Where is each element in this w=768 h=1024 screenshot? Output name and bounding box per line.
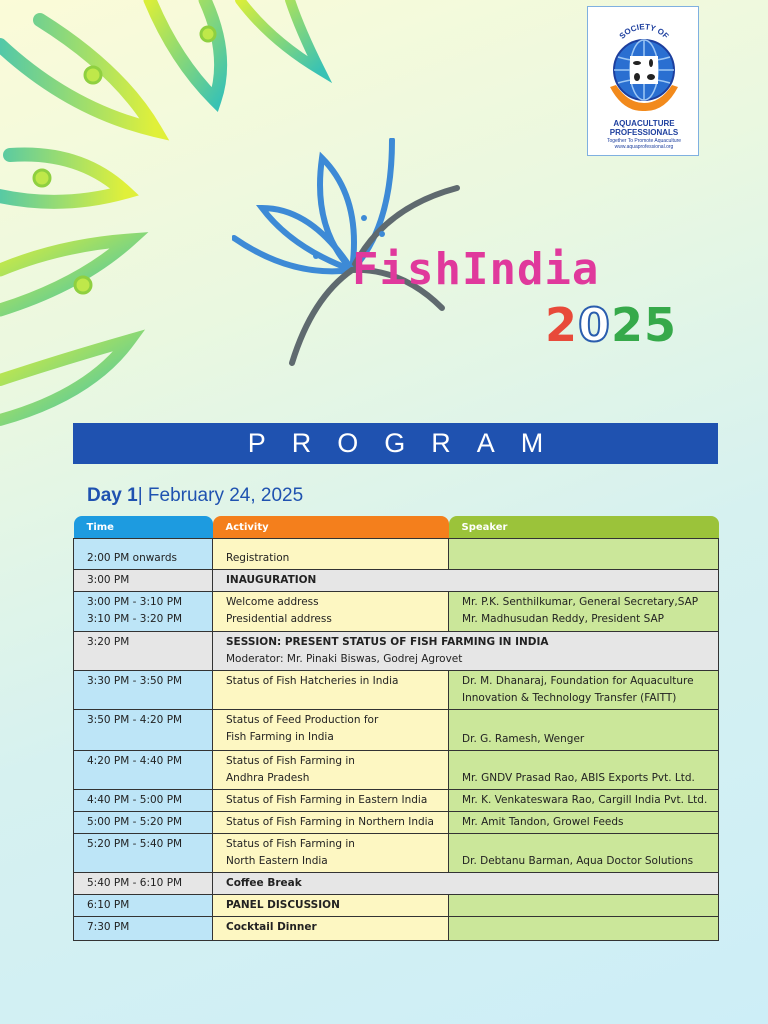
time-cell: [74, 710, 213, 751]
speaker-cell: [449, 895, 719, 917]
speaker-cell: [449, 812, 719, 834]
logo-line1: AQUACULTURE: [613, 119, 675, 128]
globe-hands-emblem: [588, 7, 700, 119]
time-cell: [74, 834, 213, 873]
year-part-1: 2: [545, 298, 579, 352]
activity-cell: [213, 710, 449, 751]
speaker-text: Mr. K. Venkateswara Rao, Cargill India Pvt. Ltd.: [462, 794, 708, 806]
logo-line2: PROFESSIONALS: [609, 128, 679, 137]
time-cell: [74, 812, 213, 834]
activity-text: Status of Fish Farming in Eastern India: [226, 794, 428, 806]
activity-cell: [213, 834, 449, 873]
activity-cell: [213, 790, 449, 812]
activity-text: Status of Fish Farming in: [226, 755, 355, 767]
activity-text: Status of Fish Hatcheries in India: [226, 675, 399, 687]
header-activity: Activity: [213, 516, 449, 539]
speaker-cell: [449, 671, 719, 710]
activity-cell: [213, 632, 719, 671]
activity-text: North Eastern India: [226, 855, 328, 867]
speaker-text: Dr. G. Ramesh, Wenger: [462, 733, 585, 745]
time-cell: [74, 570, 213, 592]
speaker-cell: [449, 834, 719, 873]
year-part-3: 25: [611, 298, 678, 352]
activity-text: Registration: [226, 552, 290, 564]
activity-cell: [213, 873, 719, 895]
time-text: 5:00 PM - 5:20 PM: [87, 816, 183, 828]
table-row: [74, 917, 719, 941]
time-text: 6:10 PM: [87, 899, 130, 911]
time-text: 3:20 PM: [87, 636, 130, 648]
program-banner: PROGRAM: [73, 423, 718, 464]
table-row: [74, 812, 719, 834]
activity-text: Status of Feed Production for: [226, 714, 379, 726]
time-text: 4:40 PM - 5:00 PM: [87, 794, 183, 806]
table-row: [74, 570, 719, 592]
activity-cell: [213, 812, 449, 834]
speaker-cell: [449, 710, 719, 751]
activity-text: PANEL DISCUSSION: [226, 899, 340, 911]
speaker-cell: [449, 592, 719, 632]
header-speaker: Speaker: [449, 516, 719, 539]
activity-text: SESSION: PRESENT STATUS OF FISH FARMING IN INDIA: [226, 636, 549, 648]
logo-arc-text: SOCIETY OF: [617, 22, 671, 41]
time-text: 2:00 PM onwards: [87, 552, 178, 564]
time-cell: [74, 895, 213, 917]
table-row: [74, 834, 719, 873]
activity-text: INAUGURATION: [226, 574, 317, 586]
table-row: [74, 895, 719, 917]
header-time: Time: [74, 516, 213, 539]
time-text: 5:20 PM - 5:40 PM: [87, 838, 183, 850]
time-cell: [74, 671, 213, 710]
logo-website: www.aquaprofessional.org: [614, 144, 674, 150]
table-row: [74, 539, 719, 570]
table-row: [74, 632, 719, 671]
table-row: [74, 751, 719, 790]
activity-text: Status of Fish Farming in: [226, 838, 355, 850]
table-row: [74, 873, 719, 895]
year-part-2: 0: [578, 298, 612, 352]
speaker-text: Mr. Amit Tandon, Growel Feeds: [462, 816, 624, 828]
activity-cell: [213, 592, 449, 632]
activity-text: Welcome address: [226, 596, 319, 608]
schedule-table: [73, 516, 719, 941]
time-cell: [74, 539, 213, 570]
table-row: [74, 592, 719, 632]
activity-text: Coffee Break: [226, 877, 302, 889]
speaker-cell: [449, 790, 719, 812]
speaker-text: Mr. P.K. Senthilkumar, General Secretary,SAP: [462, 596, 699, 608]
time-text: 4:20 PM - 4:40 PM: [87, 755, 183, 767]
activity-text: Fish Farming in India: [226, 731, 334, 743]
time-cell: [74, 751, 213, 790]
time-cell: [74, 592, 213, 632]
speaker-text: Dr. Debtanu Barman, Aqua Doctor Solutions: [462, 855, 694, 867]
time-text: 3:00 PM - 3:10 PM: [87, 596, 183, 608]
activity-text: Cocktail Dinner: [226, 921, 317, 933]
speaker-cell: [449, 751, 719, 790]
activity-cell: [213, 570, 719, 592]
time-text: 3:10 PM - 3:20 PM: [87, 613, 183, 625]
activity-cell: [213, 539, 449, 570]
time-cell: [74, 790, 213, 812]
day-label: Day 1: [87, 485, 138, 506]
event-name: FishIndia: [352, 244, 600, 295]
day-heading: [87, 485, 303, 507]
activity-text: Andhra Pradesh: [226, 772, 310, 784]
logo-tagline: Together To Promote Aquaculture: [606, 138, 682, 144]
activity-text: Status of Fish Farming in Northern India: [226, 816, 434, 828]
time-text: 3:30 PM - 3:50 PM: [87, 675, 183, 687]
activity-cell: [213, 751, 449, 790]
speaker-text: Mr. Madhusudan Reddy, President SAP: [462, 613, 664, 625]
time-text: 3:00 PM: [87, 574, 130, 586]
table-row: [74, 671, 719, 710]
svg-text:SOCIETY OF: [618, 22, 671, 40]
speaker-cell: [449, 917, 719, 941]
event-year: [545, 298, 677, 352]
time-cell: [74, 917, 213, 941]
time-text: 7:30 PM: [87, 921, 130, 933]
speaker-text: Dr. M. Dhanaraj, Foundation for Aquaculture: [462, 675, 694, 687]
time-text: 5:40 PM - 6:10 PM: [87, 877, 183, 889]
society-logo: [587, 6, 699, 156]
moderator-text: Moderator: Mr. Pinaki Biswas, Godrej Agrovet: [226, 653, 463, 665]
speaker-cell: [449, 539, 719, 570]
activity-cell: [213, 917, 449, 941]
schedule-header-row: [74, 516, 719, 539]
day-separator: |: [137, 485, 143, 506]
speaker-text: Innovation & Technology Transfer (FAITT): [462, 692, 677, 704]
activity-text: Presidential address: [226, 613, 332, 625]
schedule-body: [74, 539, 719, 941]
day-date: February 24, 2025: [147, 485, 304, 506]
table-row: [74, 790, 719, 812]
speaker-text: Mr. GNDV Prasad Rao, ABIS Exports Pvt. Ltd.: [462, 772, 695, 784]
time-cell: [74, 873, 213, 895]
time-cell: [74, 632, 213, 671]
activity-cell: [213, 671, 449, 710]
time-text: 3:50 PM - 4:20 PM: [87, 714, 183, 726]
activity-cell: [213, 895, 449, 917]
table-row: [74, 710, 719, 751]
